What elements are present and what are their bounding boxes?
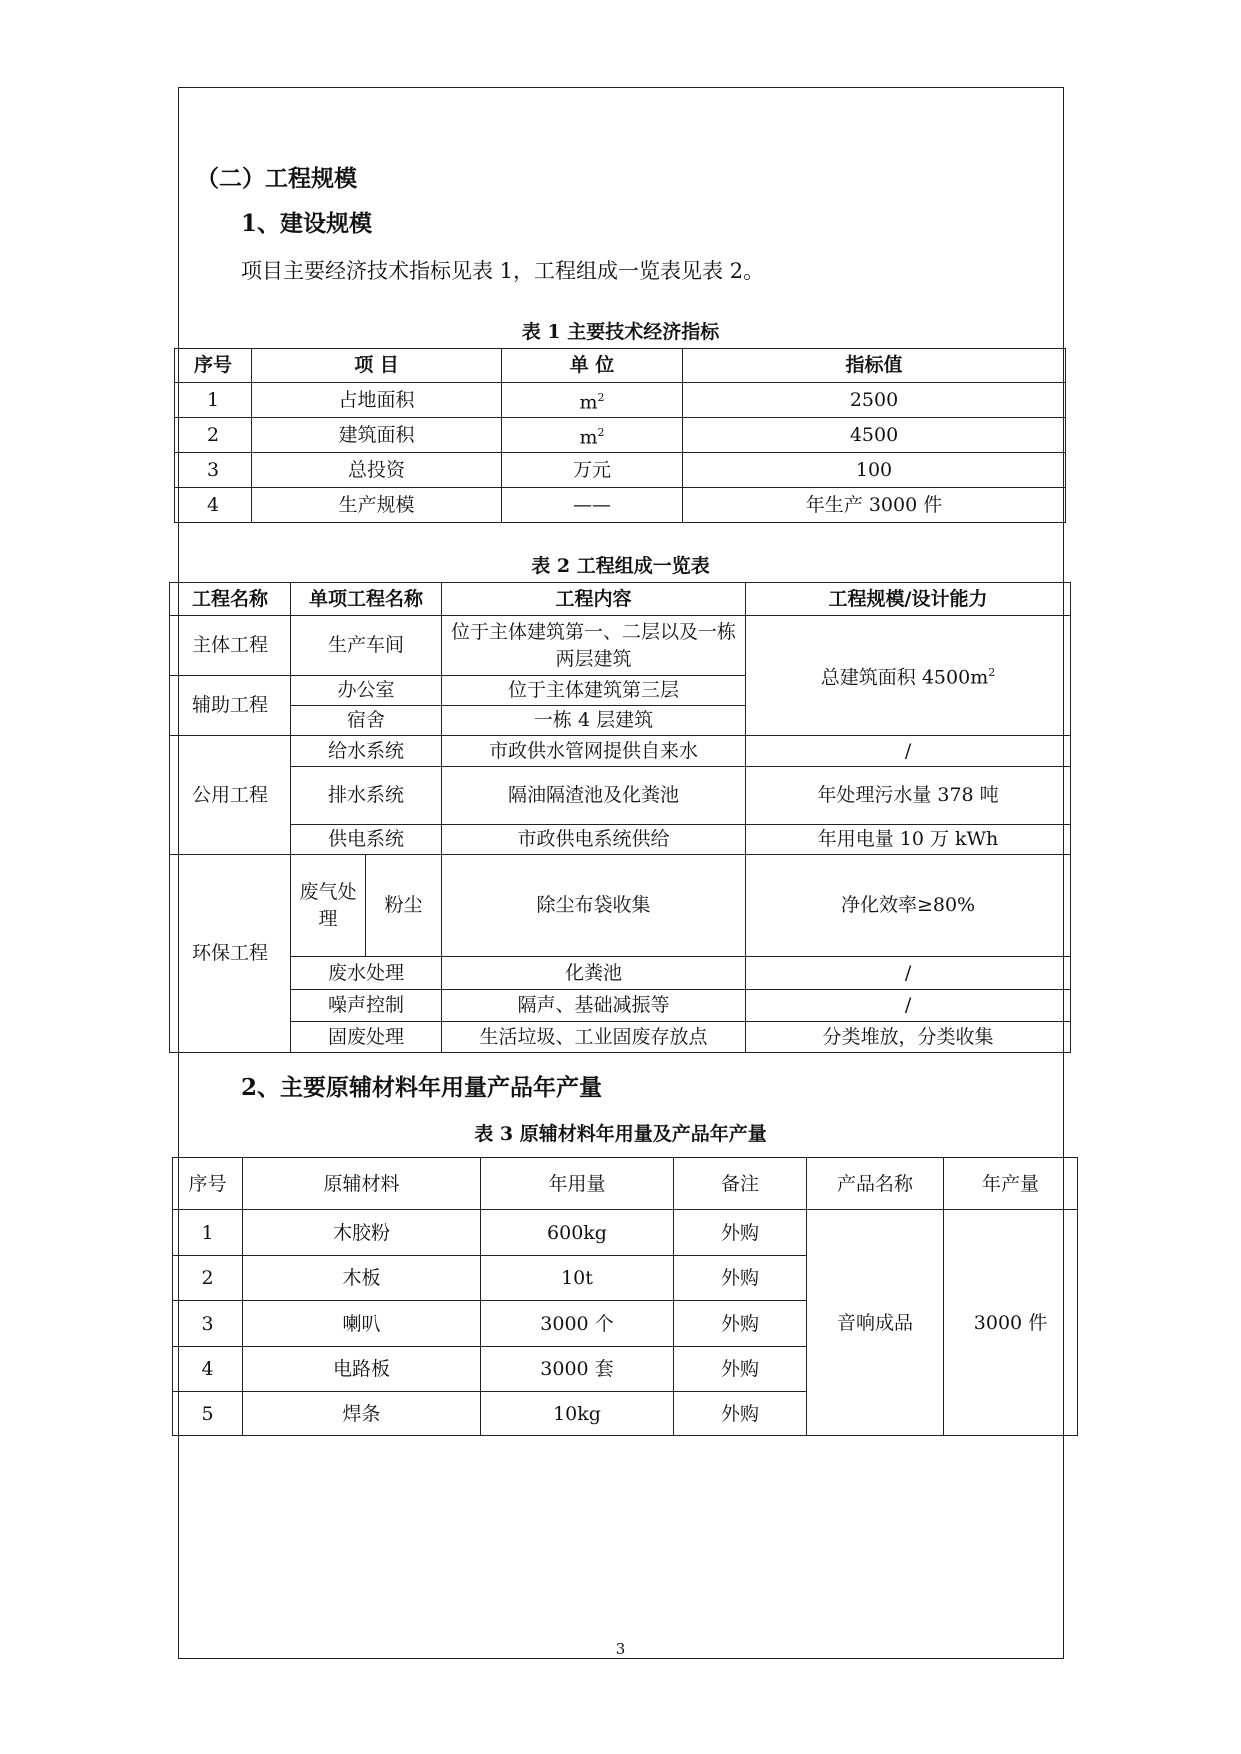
table3-header-cell: 备注	[674, 1158, 807, 1210]
table-row	[170, 825, 1071, 855]
table3-caption: 表 3 原辅材料年用量及产品年产量	[474, 1123, 767, 1145]
table-row	[175, 383, 1066, 418]
table1-cell: 2	[175, 418, 252, 453]
table3-cell: 3000 个	[481, 1301, 674, 1347]
sub-project-cell: 给水系统	[291, 736, 442, 767]
unit-superscript: 2	[597, 425, 605, 439]
table1-cell: 4	[175, 488, 252, 523]
table3-header-cell: 产品名称	[807, 1158, 944, 1210]
table-row	[170, 990, 1071, 1022]
table3-cell: 电路板	[243, 1347, 481, 1392]
table-row	[170, 616, 1071, 676]
table1-cell: 万元	[502, 453, 683, 488]
table3-cell: 喇叭	[243, 1301, 481, 1347]
project-name-cell: 环保工程	[170, 855, 291, 1053]
table2-header-cell: 单项工程名称	[291, 583, 442, 616]
table3-header-cell: 年用量	[481, 1158, 674, 1210]
sub-project-cell: 宿舍	[291, 706, 442, 736]
content-cell: 化粪池	[442, 957, 746, 990]
table3-cell: 外购	[674, 1392, 807, 1436]
content-cell: 市政供电系统供给	[442, 825, 746, 855]
unit-superscript: 2	[988, 666, 996, 680]
capacity-cell: 净化效率≥80%	[746, 855, 1071, 957]
table3-cell: 焊条	[243, 1392, 481, 1436]
content-cell: 隔声、基础减振等	[442, 990, 746, 1022]
table3-cell: 10kg	[481, 1392, 674, 1436]
sub-project-cell: 废气处理	[291, 855, 366, 957]
table1	[174, 348, 1066, 523]
table1-cell: 占地面积	[252, 383, 502, 418]
table-row	[175, 453, 1066, 488]
table-row	[175, 488, 1066, 523]
project-name-cell: 辅助工程	[170, 676, 291, 736]
table1-header-cell: 序号	[175, 349, 252, 383]
table3-cell: 外购	[674, 1210, 807, 1256]
table3	[172, 1157, 1078, 1436]
table3-header-cell: 年产量	[944, 1158, 1078, 1210]
unit-text: m	[579, 391, 598, 414]
table3-cell: 1	[173, 1210, 243, 1256]
table-row	[173, 1210, 1078, 1256]
table2-caption: 表 2 工程组成一览表	[531, 555, 710, 577]
content-cell: 除尘布袋收集	[442, 855, 746, 957]
table3-header-cell: 序号	[173, 1158, 243, 1210]
table-row	[170, 1022, 1071, 1053]
table1-cell: 2500	[683, 383, 1066, 418]
table1-cell: 生产规模	[252, 488, 502, 523]
table1-header-cell: 项 目	[252, 349, 502, 383]
table3-cell: 2	[173, 1256, 243, 1301]
table3-cell: 3000 套	[481, 1347, 674, 1392]
unit-text: m	[579, 426, 598, 449]
project-name-cell: 公用工程	[170, 736, 291, 855]
content-cell: 市政供水管网提供自来水	[442, 736, 746, 767]
sub-project-cell: 废水处理	[291, 957, 442, 990]
table1-cell	[502, 418, 683, 453]
table3-cell: 木板	[243, 1256, 481, 1301]
subsection-heading-materials: 2、主要原辅材料年用量产品年产量	[241, 1074, 603, 1101]
capacity-cell: 年处理污水量 378 吨	[746, 767, 1071, 825]
capacity-cell: /	[746, 990, 1071, 1022]
table-row	[170, 957, 1071, 990]
table-row	[170, 855, 1071, 957]
table1-cell: 1	[175, 383, 252, 418]
table3-cell: 10t	[481, 1256, 674, 1301]
content-cell: 位于主体建筑第三层	[442, 676, 746, 706]
intro-paragraph: 项目主要经济技术指标见表 1，工程组成一览表见表 2。	[241, 259, 765, 283]
content-cell: 生活垃圾、工业固废存放点	[442, 1022, 746, 1053]
table3-cell: 外购	[674, 1347, 807, 1392]
table3-cell: 外购	[674, 1301, 807, 1347]
annual-output-cell: 3000 件	[944, 1210, 1078, 1436]
table1-cell: ——	[502, 488, 683, 523]
table2-header-cell: 工程内容	[442, 583, 746, 616]
capacity-text: 总建筑面积 4500m	[820, 666, 989, 689]
table3-header-cell: 原辅材料	[243, 1158, 481, 1210]
capacity-cell: 年用电量 10 万 kWh	[746, 825, 1071, 855]
content-cell: 位于主体建筑第一、二层以及一栋两层建筑	[442, 616, 746, 676]
unit-superscript: 2	[597, 390, 605, 404]
table1-cell	[502, 383, 683, 418]
content-cell: 一栋 4 层建筑	[442, 706, 746, 736]
table3-cell: 外购	[674, 1256, 807, 1301]
table3-cell: 4	[173, 1347, 243, 1392]
table2	[169, 582, 1071, 1053]
sub-project-cell: 固废处理	[291, 1022, 442, 1053]
sub-project-cell: 供电系统	[291, 825, 442, 855]
capacity-cell	[746, 616, 1071, 736]
table3-cell: 木胶粉	[243, 1210, 481, 1256]
table1-cell: 年生产 3000 件	[683, 488, 1066, 523]
project-name-cell: 主体工程	[170, 616, 291, 676]
table3-cell: 3	[173, 1301, 243, 1347]
page-number: 3	[615, 1640, 626, 1658]
table1-header-cell: 单 位	[502, 349, 683, 383]
sub-project-cell: 办公室	[291, 676, 442, 706]
subsection-heading-construction-scale: 1、建设规模	[241, 210, 373, 237]
sub-project-cell: 噪声控制	[291, 990, 442, 1022]
table1-header-cell: 指标值	[683, 349, 1066, 383]
product-name-cell: 音响成品	[807, 1210, 944, 1436]
table1-cell: 4500	[683, 418, 1066, 453]
table-row	[170, 736, 1071, 767]
table1-cell: 100	[683, 453, 1066, 488]
sub-item-cell: 粉尘	[366, 855, 442, 957]
table-row	[175, 418, 1066, 453]
table2-header-cell: 工程规模/设计能力	[746, 583, 1071, 616]
table-row	[170, 767, 1071, 825]
sub-project-cell: 生产车间	[291, 616, 442, 676]
table3-cell: 5	[173, 1392, 243, 1436]
table1-caption: 表 1 主要技术经济指标	[521, 321, 720, 343]
capacity-cell: 分类堆放，分类收集	[746, 1022, 1071, 1053]
content-cell: 隔油隔渣池及化粪池	[442, 767, 746, 825]
table1-cell: 3	[175, 453, 252, 488]
table1-cell: 总投资	[252, 453, 502, 488]
table1-cell: 建筑面积	[252, 418, 502, 453]
table2-header-cell: 工程名称	[170, 583, 291, 616]
capacity-cell: /	[746, 957, 1071, 990]
section-heading: （二）工程规模	[196, 165, 357, 192]
table3-cell: 600kg	[481, 1210, 674, 1256]
sub-project-cell: 排水系统	[291, 767, 442, 825]
capacity-cell: /	[746, 736, 1071, 767]
